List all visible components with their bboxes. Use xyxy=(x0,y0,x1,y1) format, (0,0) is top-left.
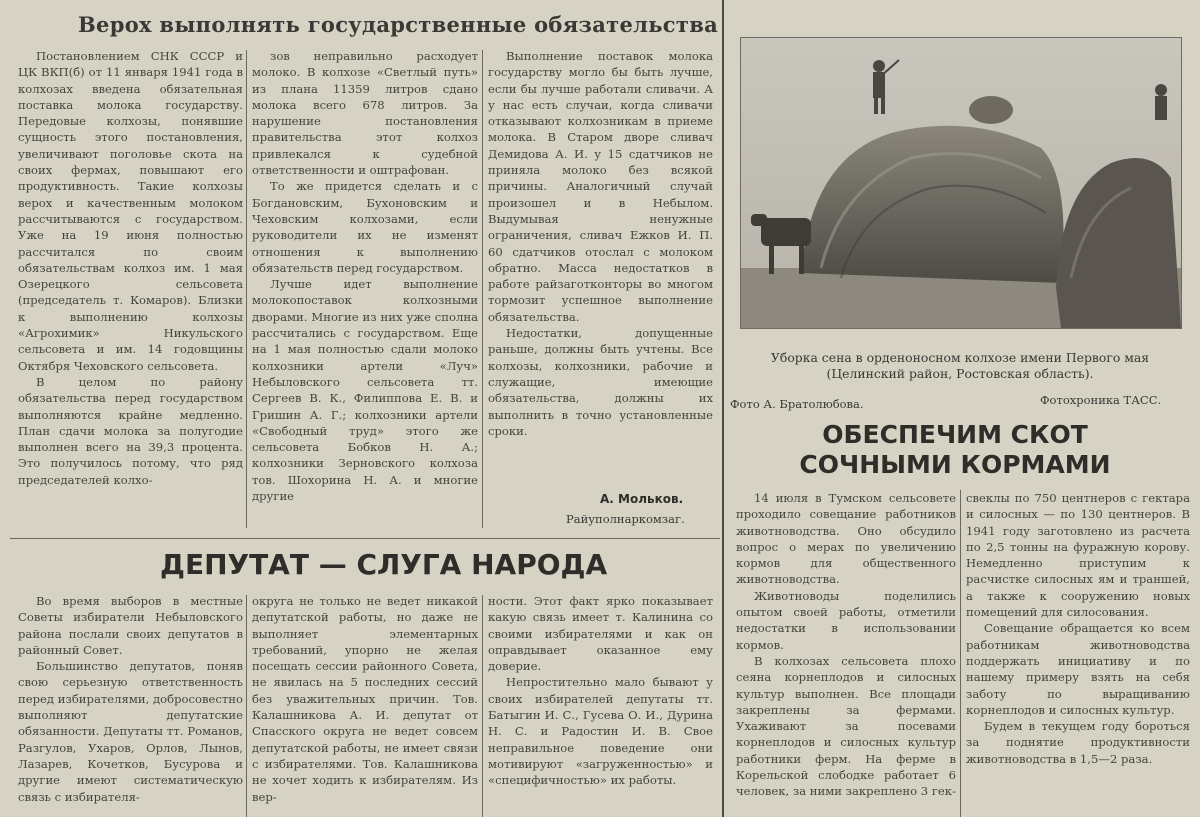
article2-column-1 xyxy=(18,593,243,817)
section-rule xyxy=(10,538,720,539)
hay-harvest-photo xyxy=(740,37,1182,329)
column-rule xyxy=(482,595,483,817)
paragraph: То же придется сделать и с Богдановским, Бухоновским и Чеховским колхозами, если руководители их не изменят отношения к выполнению обязательств перед государством. xyxy=(252,179,478,275)
paragraph: Недостатки, допущенные раньше, должны быть учтены. Все колхозы, колхозники, рабочие и служащие, имеющие обязательства, должны их выполнить в точно установленные сроки. xyxy=(488,326,713,438)
article2-title: ДЕПУТАТ — СЛУГА НАРОДА xyxy=(160,548,608,581)
article1-column-3 xyxy=(488,48,713,478)
article3-title xyxy=(730,420,1180,480)
photo-caption: Уборка сена в орденоносном колхозе имени Первого мая (Целинский район, Ростовская область). xyxy=(770,350,1150,381)
paragraph: ности. Этот факт ярко показывает какую связь имеет т. Калинина со своими избирателями и как он оправдывает оказанное ему доверие. xyxy=(488,594,713,674)
paragraph: Совещание обращается ко всем работникам животноводства поддержать инициативу и по нашему примеру взять на себя заботу по выращиванию корнеплодов и силосных культур. xyxy=(966,621,1190,717)
hay-harvest-illustration xyxy=(741,38,1181,328)
column-rule xyxy=(482,50,483,528)
article1-column-1 xyxy=(18,48,243,526)
article3-title-line-1: ОБЕСПЕЧИМ СКОТ xyxy=(822,420,1088,449)
article2-column-3 xyxy=(488,593,713,817)
paragraph: Во время выборов в местные Советы избиратели Небыловского района послали своих депутатов в районный Совет. xyxy=(18,594,243,657)
paragraph: Постановлением СНК СССР и ЦК ВКП(б) от 11 января 1941 года в колхозах введена обязательная поставка молока государству. Передовые колхозы, понявшие сущность этого постановления, увеличивают поголовье скота на своих фермах, повышают его продуктивность. Такие колхозы верох и качественным молоком рассчитываются с государством. Уже на 19 июня полностью рассчитался по своим обязательствам колхоз им. 1 мая Озерецкого сельсовета (председатель т. Комаров). Близки к выполнению колхозы «Агрохимик» Никульского сельсовета и им. 14 годовщины Октября Чеховского сельсовета. xyxy=(18,49,243,373)
column-rule xyxy=(246,595,247,817)
photo-credit-agency: Фотохроника ТАСС. xyxy=(1040,393,1162,407)
paragraph: В колхозах сельсовета плохо сеяна корнеплодов и силосных культур выполнен. Все площади закреплены за фермами. Ухаживают за посевами корнеплодов и силосных культур работники ферм. На ферме в Корельской слободке работает 6 человек, за ними закреплено 3 гек- xyxy=(736,653,956,799)
article1-column-2 xyxy=(252,48,478,526)
paragraph: свеклы по 750 центнеров с гектара и силосных — по 130 центнеров. В 1941 году заготовлено из расчета по 2,5 тонны на фуражную корову. Немедленно приступим к расчистке силосных ям и траншей, а также к сооружению новых помещений для силосования. xyxy=(966,491,1190,620)
photo-credit-author: Фото А. Братолюбова. xyxy=(730,397,864,411)
paragraph: зов неправильно расходует молоко. В колхозе «Светлый путь» из плана 11359 литров сдано молока всего 678 литров. За нарушение постановления правительства этот колхоз привлекался к судебной ответственности и оштрафован. xyxy=(252,49,478,178)
paragraph: Непростительно мало бывают у своих избирателей депутаты тт. Батыгин И. С., Гусева О. И., Дурина Н. С. и Радостин И. В. Свое неправильное поведение они мотивируют «загруженностью» и «специфичностью» их работы. xyxy=(488,675,713,788)
paragraph: округа не только не ведет никакой депутатской работы, но даже не выполняет элементарных требований, упорно не желая посещать сессии районного Совета, не явилась на 5 последних сессий без уважительных причин. Тов. Калашникова А. И. депутат от Спасского округа не ведет совсем депутатской работы, не имеет связи с избирателями. Тов. Калашникова не хочет ходить к избирателям. Из вер- xyxy=(252,594,478,804)
article3-column-2 xyxy=(966,490,1190,817)
article1-title: Верох выполнять государственные обязательства xyxy=(78,12,718,37)
article2-column-2 xyxy=(252,593,478,817)
paragraph: Лучше идет выполнение молокопоставок колхозными дворами. Многие из них уже сполна рассчитались с государством. Еще на 1 мая полностью сдали молоко колхозники артели «Луч» Небыловского сельсовета тт. Сергеев В. К., Филиппова Е. В. и Гришин А. Г.; колхозники артели «Свободный труд» этого же сельсовета Бобков Н. А.; колхозники Зерновского колхоза тов. Шохорина Н. А. и многие другие xyxy=(252,277,478,504)
paragraph: В целом по району обязательства перед государством выполняются крайне медленно. План сдачи молока за полугодие выполнен всего на 39,3 процента. Это получилось потому, что ряд председателей колхо- xyxy=(18,374,243,487)
paragraph: 14 июля в Тумском сельсовете проходило совещание работников животноводства. Оно обсудило вопрос о мерах по увеличению кормов для общественного животноводства. xyxy=(736,491,956,587)
article3-column-1 xyxy=(736,490,956,817)
article1-author: А. Мольков. xyxy=(600,492,684,506)
paragraph: Животноводы поделились опытом своей работы, отметили недостатки в использовании кормов. xyxy=(736,588,956,652)
paragraph: Большинство депутатов, поняв свою серьезную ответственность перед избирателями, добросовестно выполняют депутатские обязанности. Депутаты тт. Романов, Разгулов, Ухаров, Орлов, Лынов, Лазарев, Кочетков, Бусурова и другие имеют систематическую связь с избирателя- xyxy=(18,659,243,804)
page-divider xyxy=(722,0,724,817)
column-rule xyxy=(960,490,961,817)
article3-title-line-2: СОЧНЫМИ КОРМАМИ xyxy=(799,450,1111,479)
paragraph: Будем в текущем году бороться за поднятие продуктивности животноводства в 1,5—2 раза. xyxy=(966,719,1190,766)
paragraph: Выполнение поставок молока государству могло бы быть лучше, если бы лучше работали сливачи. А у нас есть случаи, когда сливачи отказывают колхозникам в приеме молока. В Старом дворе сливач Демидова А. И. у 15 сдатчиков не приняла молоко без всякой причины. Аналогичный случай произошел и в Небылом. Выдумывая ненужные ограничения, сливач Ежков И. П. 60 сдатчиков отослал с молоком обратно. Масса недостатков в работе райзаготконторы во многом тормозит успешное выполнение обязательства. xyxy=(488,49,713,324)
article1-author-role: Райуполнаркомзаг. xyxy=(566,512,685,526)
column-rule xyxy=(246,50,247,528)
